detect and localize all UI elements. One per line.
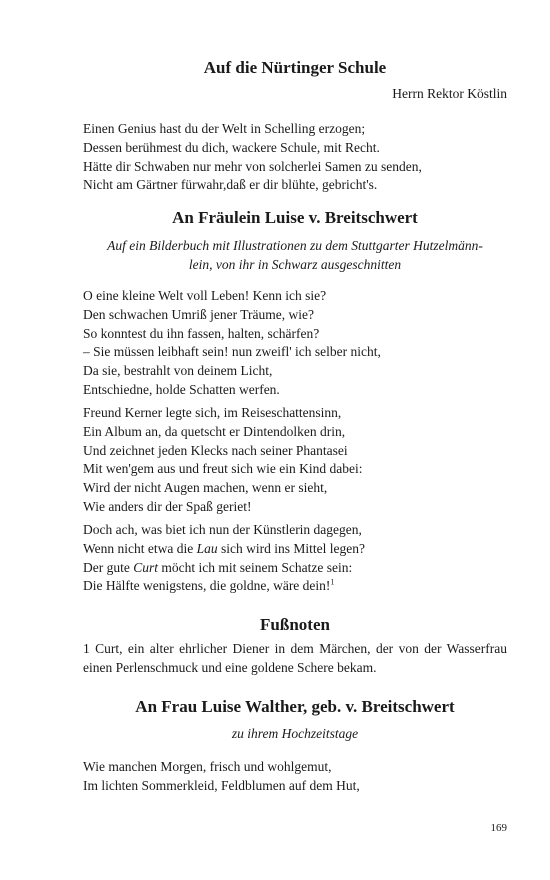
footnote-marker[interactable]: 1 [330,577,335,587]
verse-text: sich wird ins Mittel legen? [217,540,365,556]
verse-line: Im lichten Sommerkleid, Feldblumen auf dem Hut, [83,777,360,793]
poem-stanza [83,404,507,517]
verse-emphasis: Curt [133,559,158,575]
verse-line [83,540,507,559]
verse-line: O eine kleine Welt voll Leben! Kenn ich sie? [83,288,327,303]
poem-stanza [83,758,507,796]
verse-line: Einen Genius hast du der Welt in Schelling erzogen; [83,121,366,136]
verse-line: So konntest du ihn fassen, halten, schärfen? [83,325,320,341]
verse-line: Und zeichnet jeden Klecks nach seiner Phantasei [83,442,348,458]
verse-text: Die Hälfte wenigstens, die goldne, wäre dein! [83,578,331,594]
poem-title: An Fräulein Luise v. Breitschwert [172,208,418,227]
subtitle-line: lein, von ihr in Schwarz ausgeschnitten [188,257,402,272]
poem-title: An Frau Luise Walther, geb. v. Breitschwert [135,697,455,716]
verse-line: Freund Kerner legte sich, im Reiseschattensinn, [83,405,342,420]
poem-subtitle: zu ihrem Hochzeitstage [231,726,359,741]
verse-line: Dessen berühmest du dich, wackere Schule, mit Recht. [83,139,380,155]
verse-line: Mit wen'gem aus und freut sich wie ein Kind dabei: [83,461,363,477]
verse-emphasis: Lau [196,540,218,556]
page-number: 169 [490,822,507,834]
verse-text: möcht ich mit seinem Schatze sein: [158,559,353,575]
verse-line: Wird der nicht Augen machen, wenn er sieht, [83,480,328,496]
footnotes-heading: Fußnoten [260,615,330,634]
verse-text: Wenn nicht etwa die [83,540,197,556]
verse-line [83,559,507,578]
verse-line: Entschiedne, holde Schatten werfen. [83,381,280,397]
verse-line: Wie anders dir der Spaß geriet! [83,498,252,514]
verse-line: Wie manchen Morgen, frisch und wohlgemut, [83,759,332,774]
verse-line: Ein Album an, da quetscht er Dintendolken drin, [83,423,346,439]
poem-title: Auf die Nürtinger Schule [203,58,387,77]
poem-stanza [83,287,507,400]
poem-dedication: Herrn Rektor Köstlin [392,86,507,101]
subtitle-line: Auf ein Bilderbuch mit Illustrationen zu dem Stuttgarter Hutzelmänn- [107,238,483,253]
verse-line: Da sie, bestrahlt von deinem Licht, [83,363,273,379]
verse-line: – Sie müssen leibhaft sein! nun zweifl' ich selber nicht, [83,344,381,360]
poem-stanza [83,120,507,195]
verse-line: Doch ach, was biet ich nun der Künstlerin dagegen, [83,522,362,537]
verse-text: Der gute [83,559,134,575]
verse-line: Den schwachen Umriß jener Träume, wie? [83,306,314,322]
footnote-text: 1 Curt, ein alter ehrlicher Diener in dem Märchen, der von der Wasserfrau einen Perlenschmuck und eine goldene Schere bekam. [83,641,507,675]
verse-line: Hätte dir Schwaben nur mehr von solcherlei Samen zu senden, [83,158,422,174]
verse-line: Nicht am Gärtner fürwahr,daß er dir blühte, gebricht's. [83,177,378,193]
verse-line [83,577,507,596]
poem-subtitle [83,236,507,274]
poem-stanza [83,521,507,596]
